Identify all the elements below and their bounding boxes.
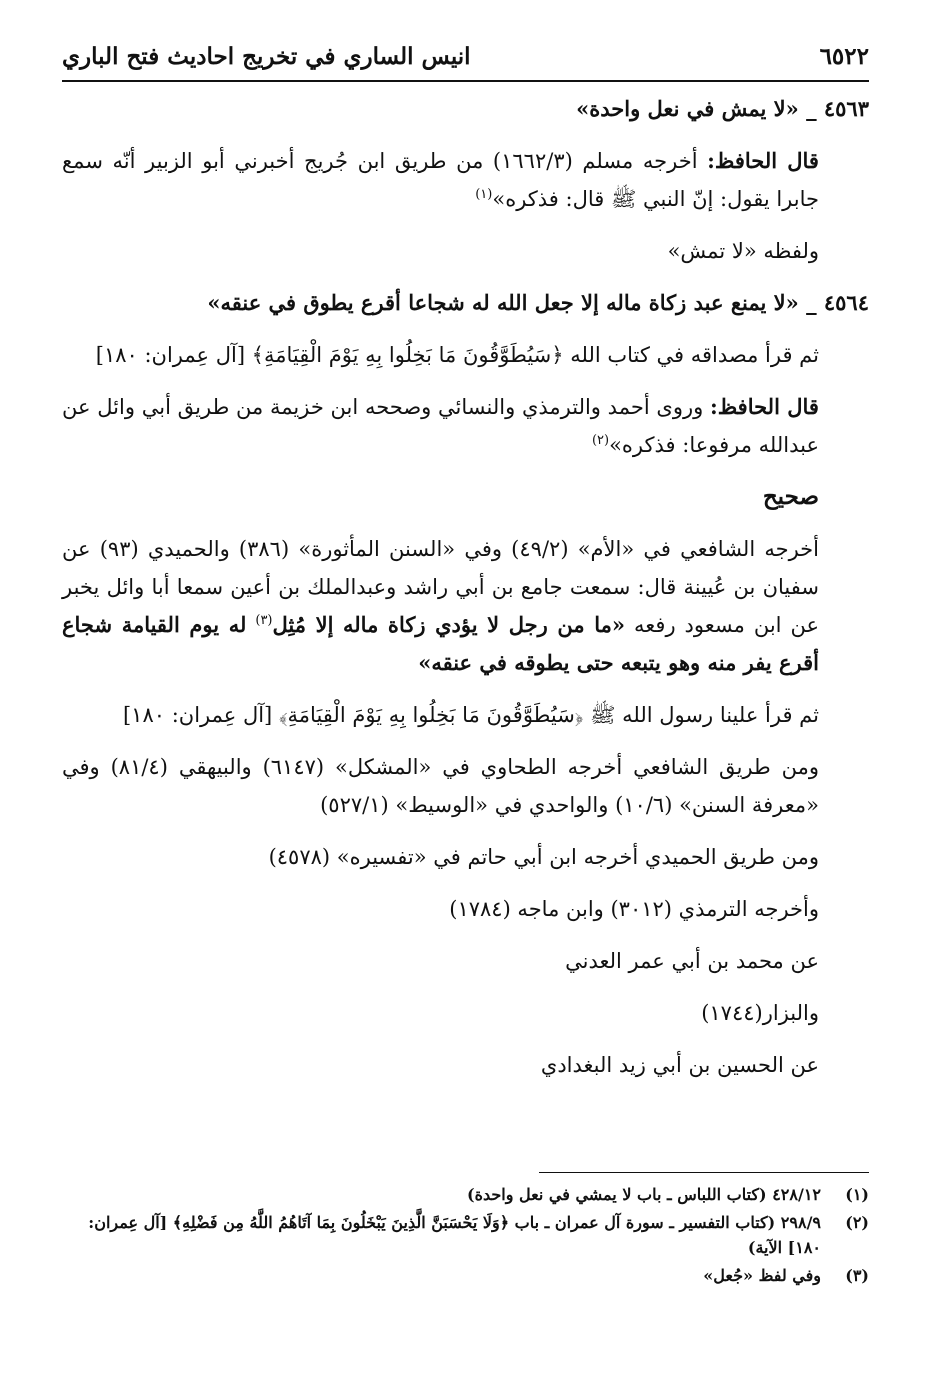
paragraph-shafii-route <box>62 748 869 824</box>
paragraph-line: يخبر عن ابن مسعود رفعه <box>62 575 820 637</box>
paragraph-line: «معرفة السنن» (١٠/٦) والواحدي في «الوسيط» (٥٢٧/١) <box>320 793 819 817</box>
paragraph-text: عن الحسين بن أبي زيد البغدادي <box>540 1053 819 1077</box>
hadith-text: «لا يمش في نعل واحدة» <box>576 96 799 121</box>
hadith-number: ٤٥٦٤ _ <box>806 290 869 315</box>
footnote-number: (١) <box>845 1185 869 1204</box>
footnote-ref[interactable]: (١) <box>475 187 493 202</box>
paragraph-text: ثم قرأ مصداقه في كتاب الله ﴿سَيُطَوَّقُونَ مَا بَخِلُوا بِهِ يَوْمَ الْقِيَامَةِ﴾ [آل عِمران: ١٨٠] <box>95 343 819 367</box>
paragraph-text: ومن طريق الحميدي أخرجه ابن أبي حاتم في «تفسيره» (٤٥٧٨) <box>268 845 819 869</box>
hadith-quote: «ما من رجل لا يؤدي زكاة ماله إلا مُثِل <box>272 612 626 637</box>
paragraph-narrator-2 <box>62 1046 869 1084</box>
paragraph-line: وائل عن عبدالله مرفوعا: فذكره» <box>62 395 819 457</box>
page-header <box>62 36 869 76</box>
hafiz-label: قال الحافظ: <box>710 394 819 419</box>
paragraph-hafiz-1 <box>62 142 869 218</box>
footnote-text: ٢٩٨/٩ (كتاب التفسير ـ سورة آل عمران ـ باب ﴿وَلَا يَحْسَبَنَّ الَّذِينَ يَبْخَلُونَ بِمَا آتَاهُمُ اللَّهُ مِن فَضْلِهِ﴾ [آل عِمران: ١٨٠] الآية) <box>88 1213 821 1257</box>
page-number: ٦٥٢٢ <box>819 42 869 70</box>
footnote-ref[interactable]: (٢) <box>591 433 610 448</box>
footnote-1 <box>62 1182 869 1207</box>
paragraph-verse-1 <box>62 336 869 374</box>
footnote-number: (٢) <box>845 1213 869 1232</box>
hadith-number: ٤٥٦٣ _ <box>806 96 869 121</box>
footnote-ref[interactable]: (٣) <box>255 613 273 628</box>
footnotes <box>62 1182 869 1291</box>
paragraph-line: وروى أحمد والترمذي والنسائي وصححه ابن خزيمة من طريق أبي <box>141 395 704 419</box>
main-text <box>62 90 869 1098</box>
grading-heading: صحيح <box>762 483 819 510</box>
footnote-2 <box>62 1210 869 1260</box>
paragraph-text: ثم قرأ علينا رسول الله ﷺ ﴿سَيُطَوَّقُونَ مَا بَخِلُوا بِهِ يَوْمَ الْقِيَامَةِ﴾ [آل عِمران: ١٨٠] <box>122 703 819 727</box>
footnote-text: وفي لفظ «جُعل» <box>703 1266 821 1285</box>
book-title: انيس الساري في تخريج احاديث فتح الباري <box>62 42 471 70</box>
paragraph-hafiz-2 <box>62 388 869 464</box>
hadith-4563 <box>62 90 869 128</box>
paragraph-wording <box>62 232 869 270</box>
paragraph-line: سمع جابرا يقول: إنّ النبي ﷺ قال: فذكره» <box>62 149 819 211</box>
hadith-quote: أقرع يفر منه وهو يتبعه حتى يطوقه في عنقه» <box>418 650 819 675</box>
hadith-4564 <box>62 284 869 322</box>
paragraph-bazzar <box>62 994 869 1032</box>
paragraph-line: أخرجه الشافعي في «الأم» (٤٩/٢) وفي «السنن المأثورة» (٣٨٦) والحميدي (٩٣) <box>99 537 819 561</box>
paragraph-humaydi-route <box>62 838 869 876</box>
paragraph-line: ومن طريق الشافعي أخرجه الطحاوي في «المشكل» (٦١٤٧) والبيهقي (٨١/٤) وفي <box>62 755 819 779</box>
paragraph-verse-2 <box>62 696 869 734</box>
paragraph-takhrij <box>62 530 869 682</box>
paragraph-tirmidhi <box>62 890 869 928</box>
paragraph-line: أخرجه مسلم (١٦٦٢/٣) من طريق ابن جُريج أخبرني أبو الزبير أنّه <box>112 149 698 173</box>
paragraph-line: عن سفيان بن عُيينة قال: سمعت جامع بن أبي راشد وعبدالملك بن أعين سمعا أبا وائل <box>62 537 819 599</box>
footnote-number: (٣) <box>845 1266 869 1285</box>
paragraph-text: والبزار(١٧٤٤) <box>701 1001 819 1025</box>
hadith-quote: له يوم القيامة شجاع <box>62 612 247 637</box>
paragraph-text: ولفظه «لا تمش» <box>667 239 819 263</box>
header-divider <box>62 80 869 82</box>
hadith-text: «لا يمنع عبد زكاة ماله إلا جعل الله له شجاعا أقرع يطوق في عنقه» <box>207 290 799 315</box>
footnote-text: ٤٢٨/١٢ (كتاب اللباس ـ باب لا يمشي في نعل واحدة) <box>467 1185 821 1204</box>
footnote-3 <box>62 1263 869 1288</box>
hafiz-label: قال الحافظ: <box>707 148 819 173</box>
paragraph-text: عن محمد بن أبي عمر العدني <box>565 949 819 973</box>
footnote-divider <box>539 1172 869 1173</box>
paragraph-narrator-1 <box>62 942 869 980</box>
paragraph-text: وأخرجه الترمذي (٣٠١٢) وابن ماجه (١٧٨٤) <box>449 897 819 921</box>
